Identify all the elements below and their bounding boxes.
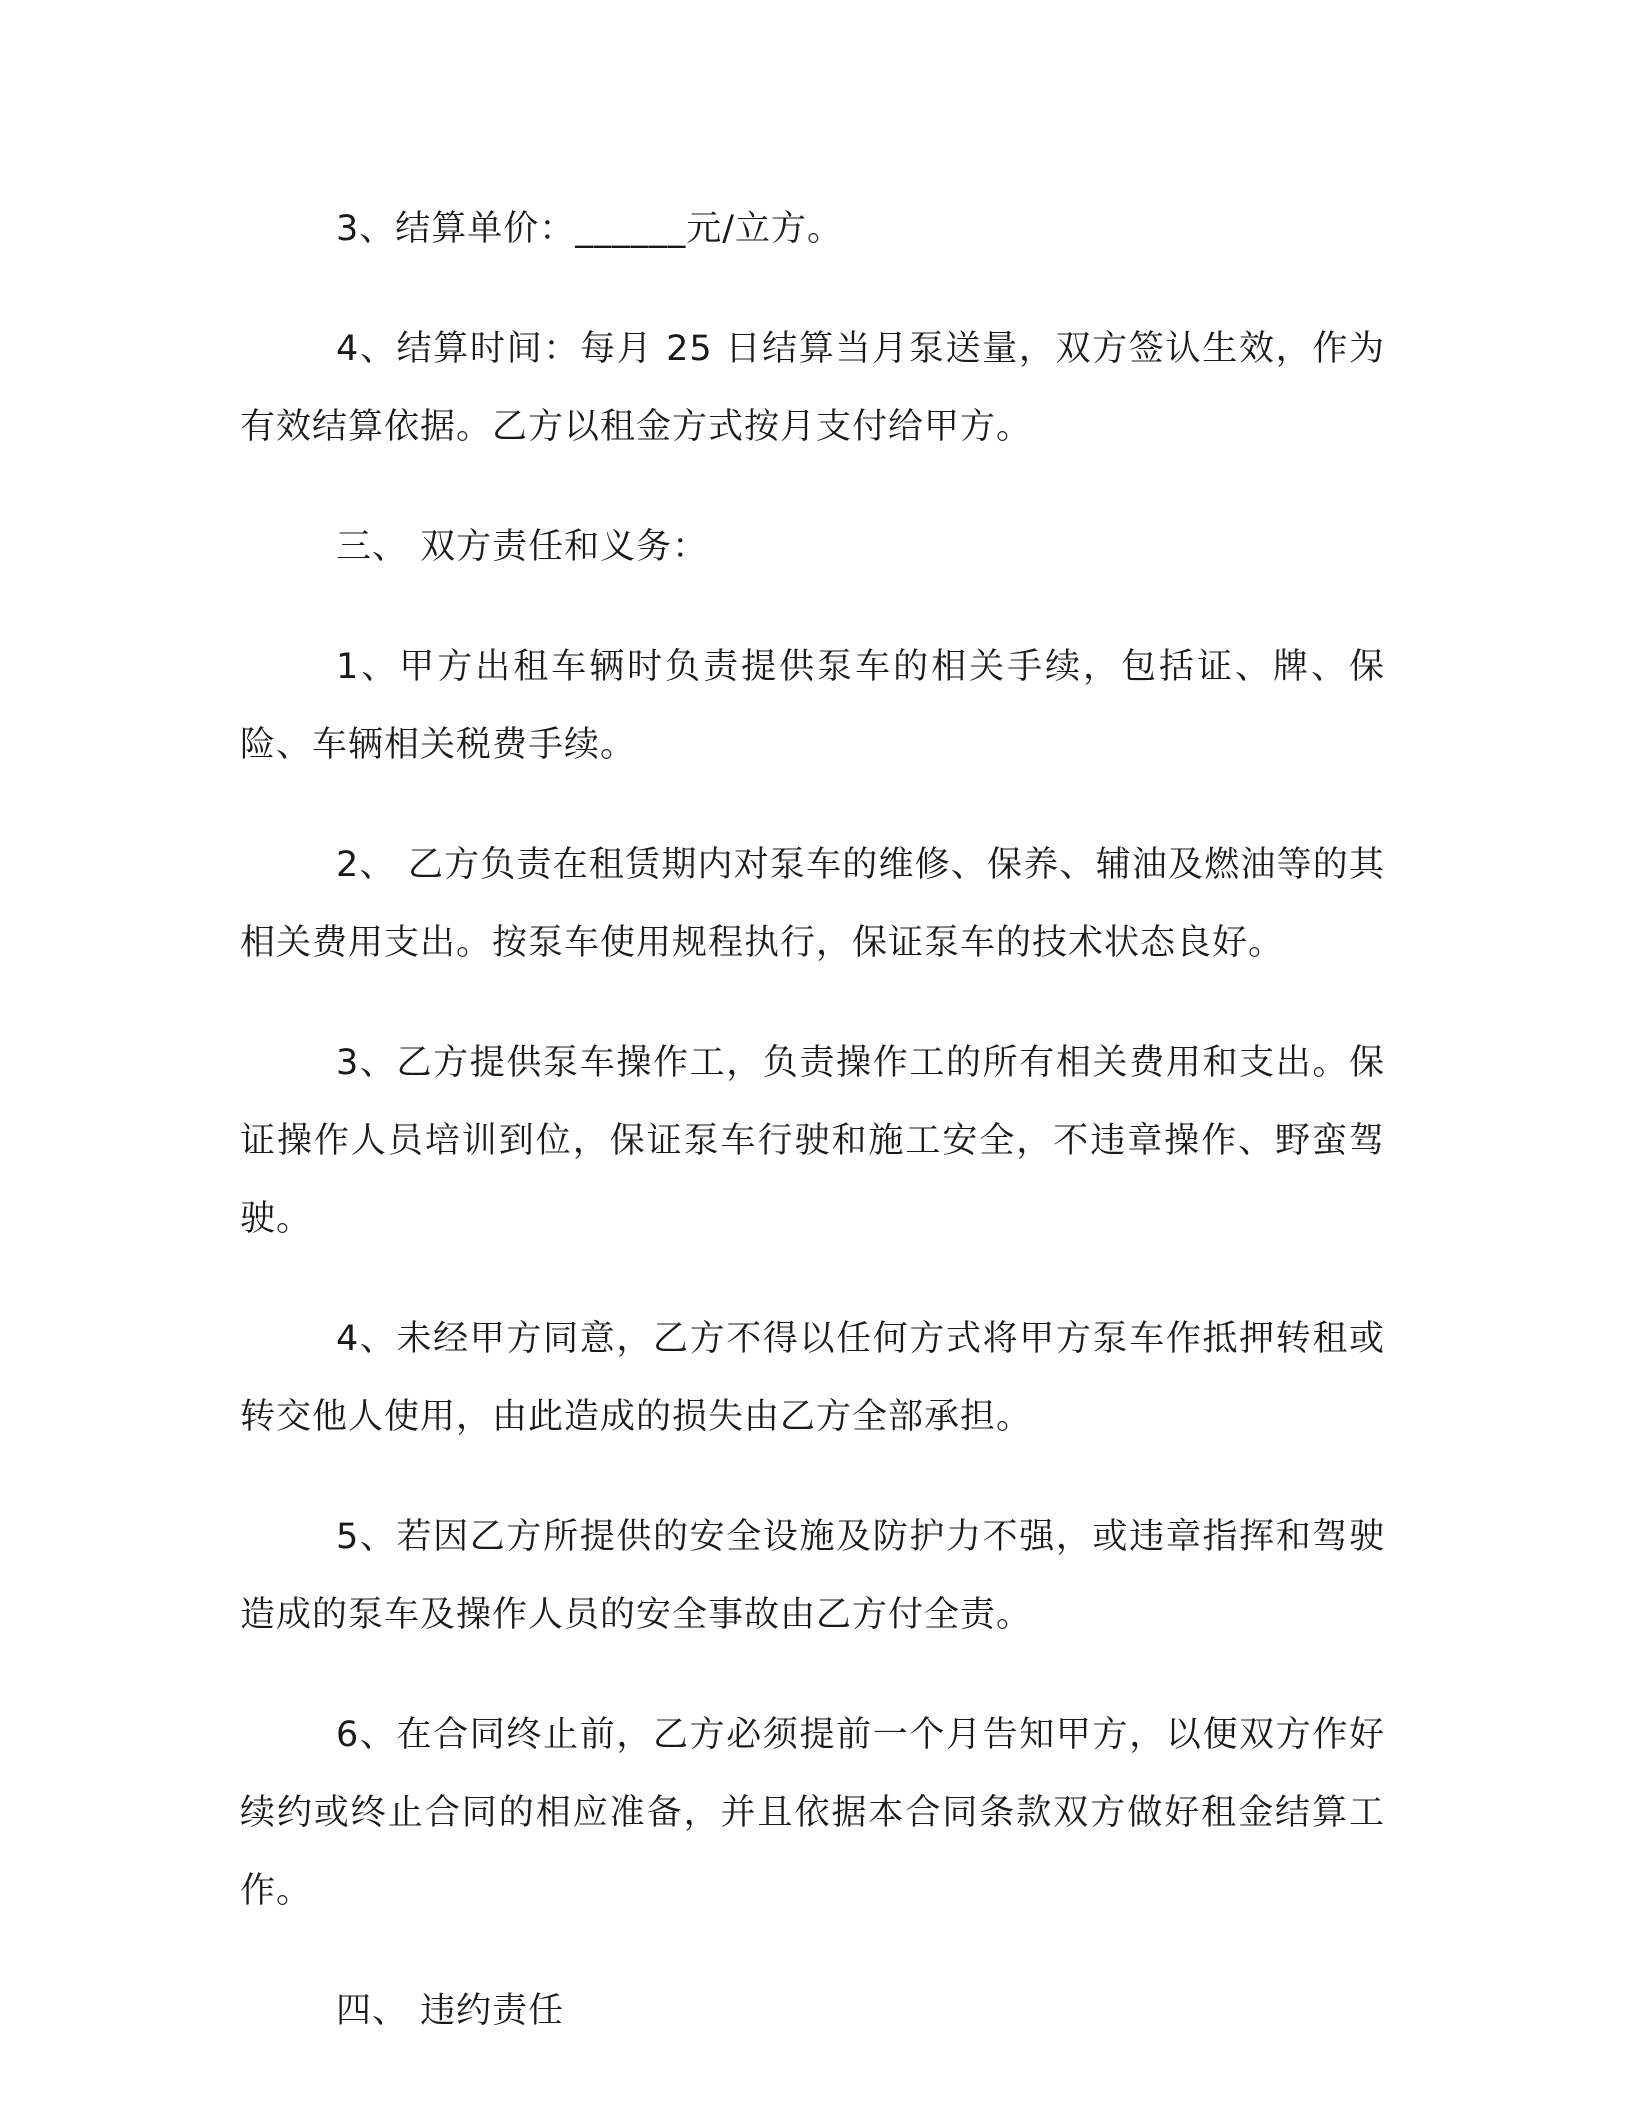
clause-responsibility-4: 4、未经甲方同意，乙方不得以任何方式将甲方泵车作抵押转租或转交他人使用，由此造成的损失由乙方全部承担。	[240, 1319, 1385, 1437]
section-heading-liability: 四、 违约责任	[336, 1991, 565, 2031]
clause-responsibility-1: 1、甲方出租车辆时负责提供泵车的相关手续，包括证、牌、保险、车辆相关税费手续。	[240, 647, 1385, 765]
document-body	[240, 190, 1385, 2092]
clause-responsibility-5: 5、若因乙方所提供的安全设施及防护力不强，或违章指挥和驾驶造成的泵车及操作人员的安全事故由乙方付全责。	[240, 1517, 1385, 1635]
clause-responsibility-6: 6、在合同终止前，乙方必须提前一个月告知甲方，以便双方作好续约或终止合同的相应准备，并且依据本合同条款双方做好租金结算工作。	[240, 1715, 1385, 1911]
clause-settlement-time: 4、结算时间：每月 25 日结算当月泵送量，双方签认生效，作为有效结算依据。乙方以租金方式按月支付给甲方。	[240, 329, 1385, 447]
section-heading-responsibilities: 三、 双方责任和义务：	[336, 527, 709, 567]
clause-responsibility-3: 3、乙方提供泵车操作工，负责操作工的所有相关费用和支出。保证操作人员培训到位，保证泵车行驶和施工安全，不违章操作、野蛮驾驶。	[240, 1043, 1385, 1239]
clause-responsibility-2: 2、 乙方负责在租赁期内对泵车的维修、保养、辅油及燃油等的其相关费用支出。按泵车使用规程执行，保证泵车的技术状态良好。	[240, 845, 1385, 963]
clause-settlement-unit-price: 3、结算单价：______元/立方。	[336, 209, 844, 249]
